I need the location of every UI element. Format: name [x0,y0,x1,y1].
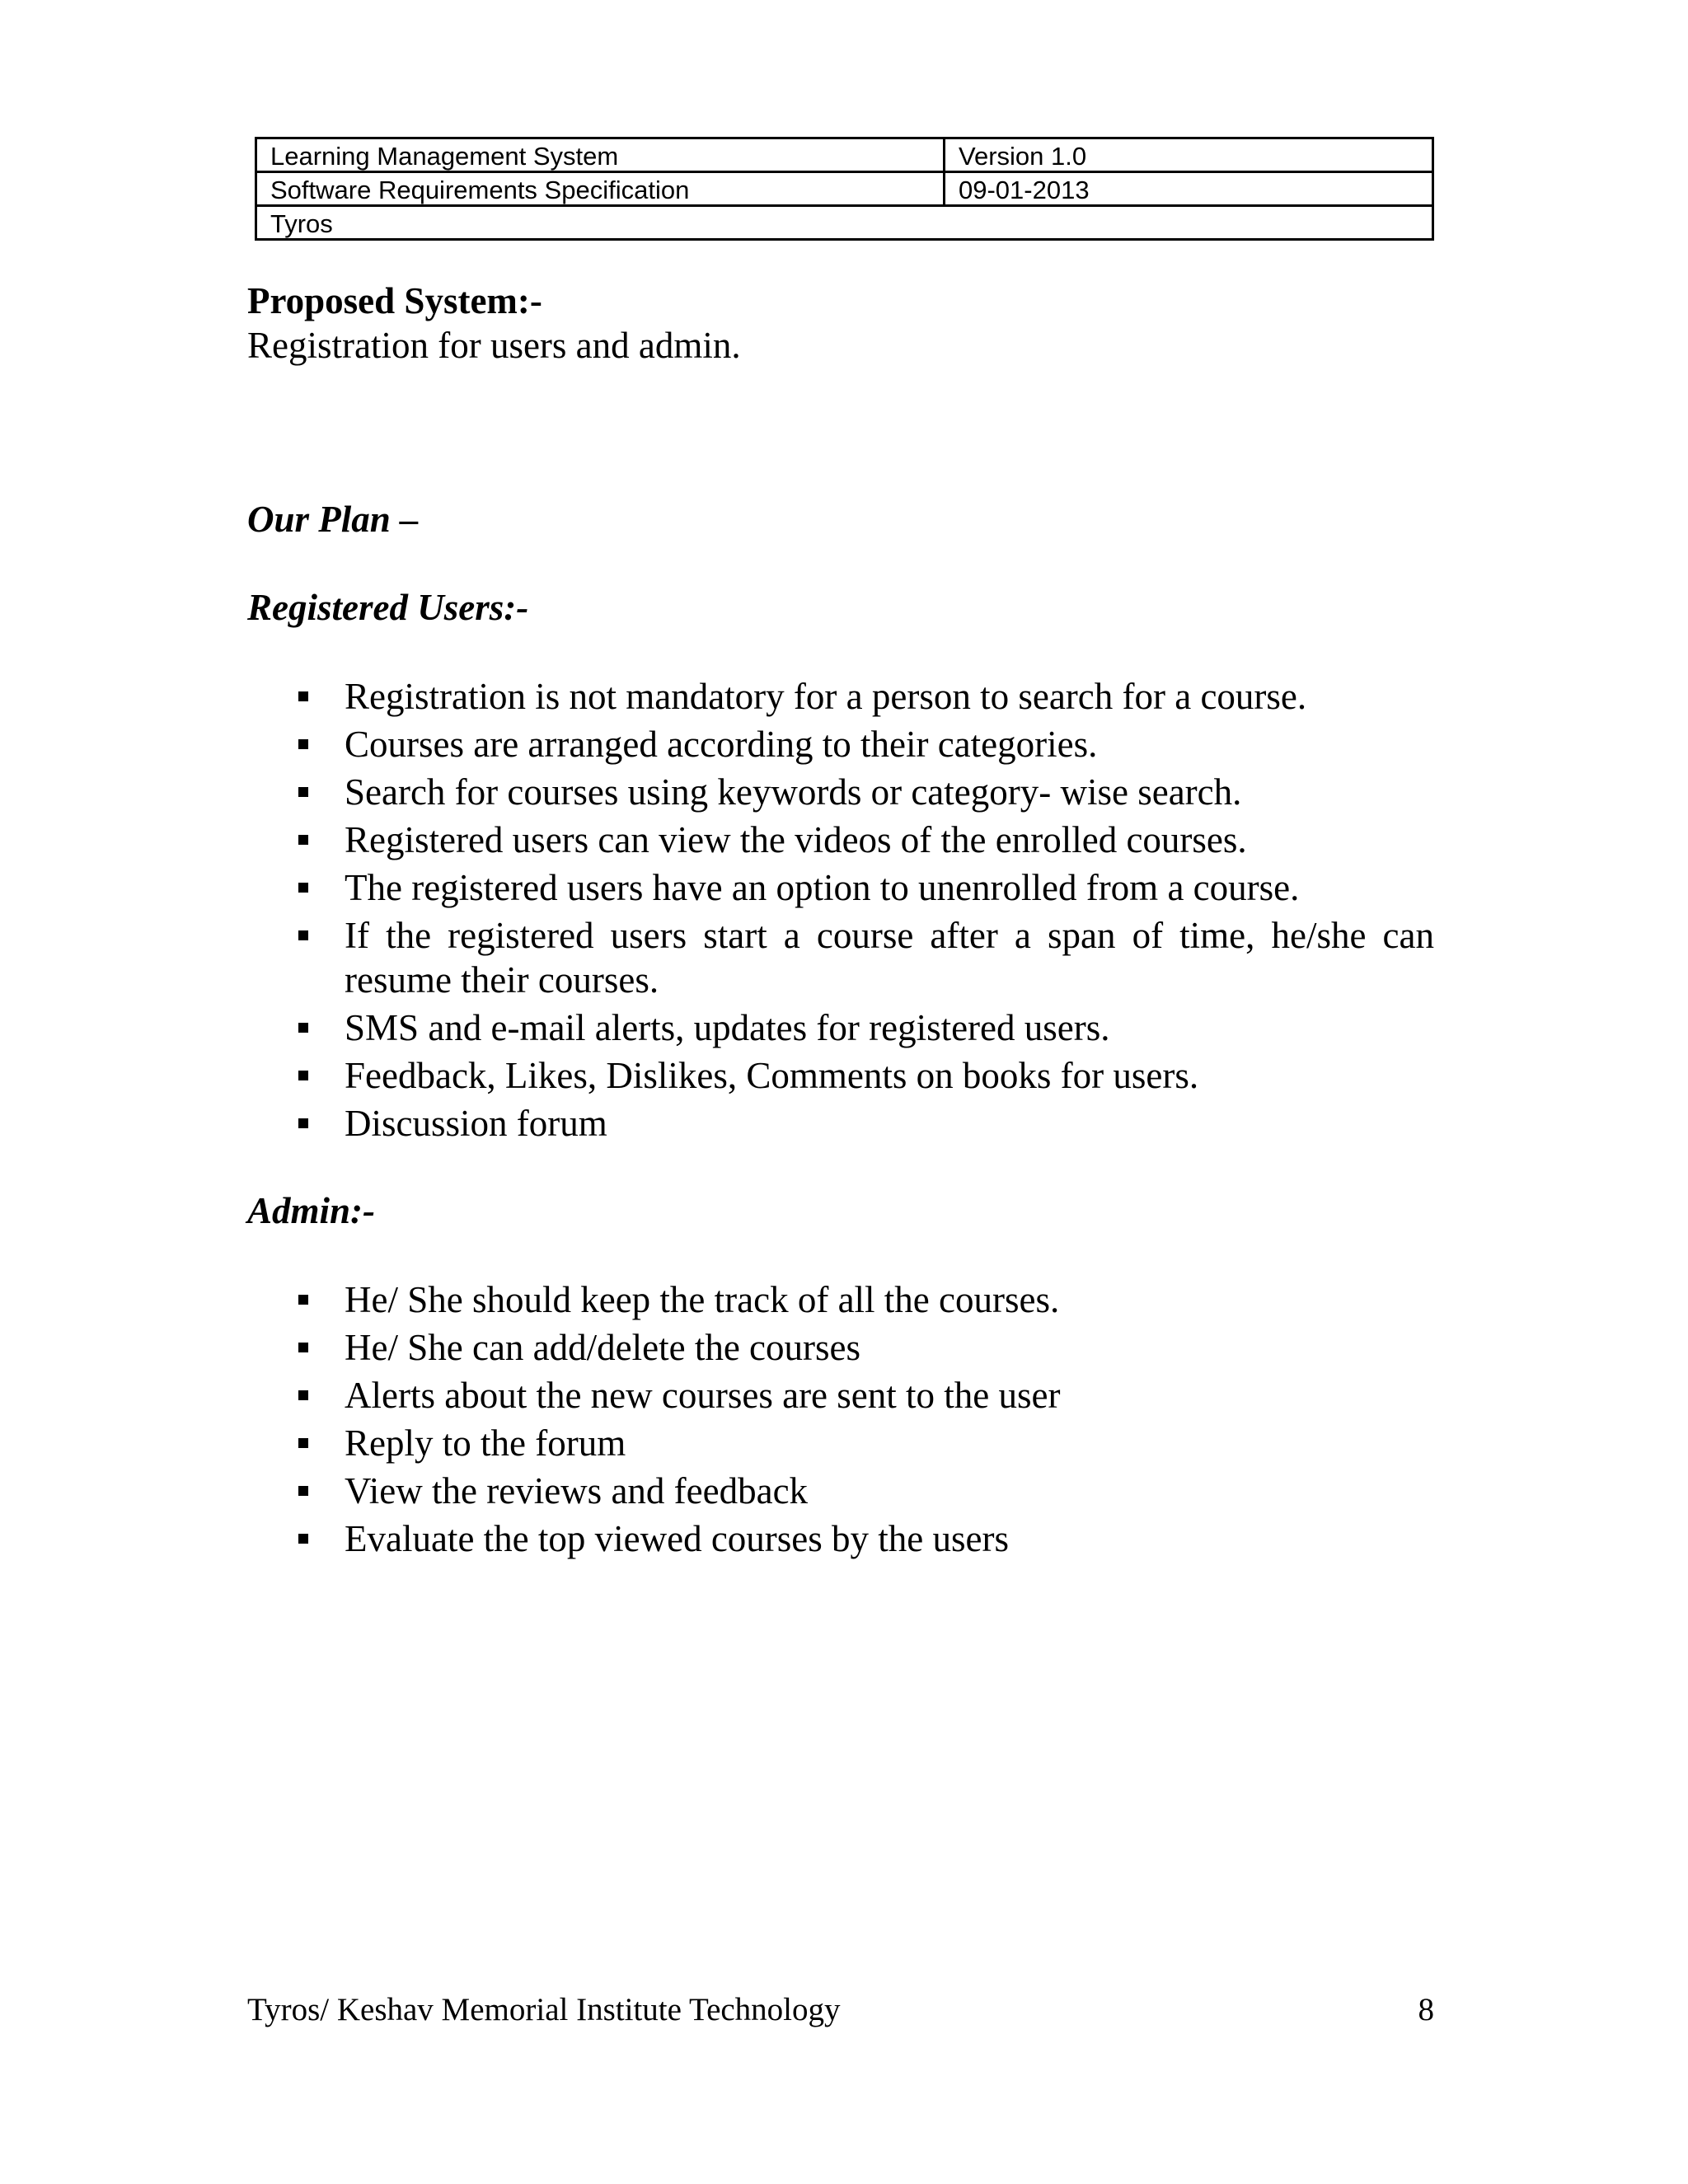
square-bullet-icon [298,1486,308,1496]
admin-list [247,1277,1434,1564]
list-item: Courses are arranged according to their categories. [247,722,1434,766]
list-item: View the reviews and feedback [247,1469,1434,1513]
header-title-cell: Learning Management System [256,138,945,172]
square-bullet-icon [298,1343,308,1352]
square-bullet-icon [298,691,308,701]
list-item: SMS and e-mail alerts, updates for registered users. [247,1005,1434,1050]
square-bullet-icon [298,739,308,749]
footer-institute: Tyros/ Keshav Memorial Institute Technology [247,1992,841,2027]
header-date-cell: 09-01-2013 [945,172,1433,206]
header-row [256,138,1433,172]
square-bullet-icon [298,835,308,845]
list-item: The registered users have an option to unenrolled from a course. [247,865,1434,910]
square-bullet-icon [298,883,308,893]
list-item: Reply to the forum [247,1421,1434,1465]
registered-users-list [247,674,1434,1149]
list-item: If the registered users start a course after a span of time, he/she can resume their courses. [247,913,1434,1002]
list-item: He/ She should keep the track of all the courses. [247,1277,1434,1322]
list-item: Search for courses using keywords or category- wise search. [247,770,1434,814]
square-bullet-icon [298,1295,308,1305]
list-item: Alerts about the new courses are sent to the user [247,1373,1434,1418]
admin-heading: Admin:- [247,1190,376,1231]
proposed-system-text: Registration for users and admin. [247,325,741,366]
list-item: He/ She can add/delete the courses [247,1325,1434,1370]
square-bullet-icon [298,1071,308,1080]
square-bullet-icon [298,1390,308,1400]
list-item: Registration is not mandatory for a person to search for a course. [247,674,1434,719]
square-bullet-icon [298,930,308,940]
list-item: Feedback, Likes, Dislikes, Comments on books for users. [247,1053,1434,1098]
header-version-cell: Version 1.0 [945,138,1433,172]
header-row [256,206,1433,240]
header-doc-type-cell: Software Requirements Specification [256,172,945,206]
page-number: 8 [1418,1992,1434,2027]
header-team-cell: Tyros [256,206,1433,240]
header-row [256,172,1433,206]
list-item: Discussion forum [247,1101,1434,1146]
square-bullet-icon [298,1534,308,1544]
list-item: Registered users can view the videos of the enrolled courses. [247,818,1434,862]
proposed-system-heading: Proposed System:- [247,280,542,321]
header-table [255,137,1434,241]
square-bullet-icon [298,1118,308,1128]
square-bullet-icon [298,1438,308,1448]
list-item: Evaluate the top viewed courses by the users [247,1516,1434,1561]
our-plan-heading: Our Plan – [247,499,419,540]
registered-users-heading: Registered Users:- [247,587,529,628]
square-bullet-icon [298,1023,308,1033]
square-bullet-icon [298,787,308,797]
